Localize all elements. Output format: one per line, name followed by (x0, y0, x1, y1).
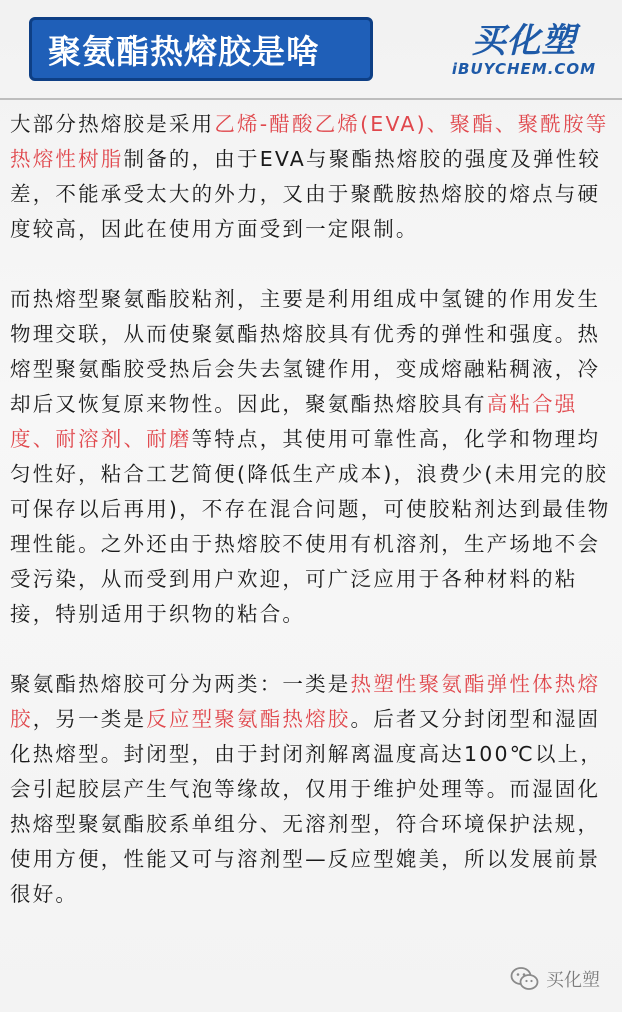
wechat-watermark (510, 966, 600, 992)
paragraph-2 (10, 282, 614, 632)
logo-english-text: iBUYCHEM.COM (451, 60, 597, 78)
article-body (10, 107, 614, 947)
header (0, 0, 622, 96)
highlight-segment: 高粘合强度、耐溶剂、耐磨 (10, 392, 578, 451)
logo-chinese-text: 买化塑 (471, 21, 577, 61)
text-segment: 。后者又分封闭型和湿固化热熔型。封闭型，由于封闭剂解离温度高达100℃以上，会引起胶层产生气泡等缘故，仅用于维护处理等。而湿固化热熔型聚氨酯胶系单组分、无溶剂型，符合环境保护法规，使用方便，性能又可与溶剂型—反应型媲美，所以发展前景很好。 (10, 707, 604, 906)
brand-logo (434, 22, 614, 78)
paragraph-1 (10, 107, 614, 247)
highlight-segment: 反应型聚氨酯热熔胶 (146, 707, 351, 731)
text-segment: 聚氨酯热熔胶可分为两类：一类是 (10, 672, 351, 696)
header-divider (0, 98, 622, 100)
wechat-icon (510, 966, 540, 992)
highlight-segment: 乙烯-醋酸乙烯(EVA)、聚酯、聚酰胺等热熔性树脂 (10, 112, 609, 171)
paragraph-3 (10, 667, 614, 912)
text-segment: 制备的，由于EVA与聚酯热熔胶的强度及弹性较差，不能承受太大的外力，又由于聚酰胺热熔胶的熔点与硬度较高，因此在使用方面受到一定限制。 (10, 147, 602, 241)
text-segment: ，另一类是 (32, 707, 147, 731)
highlight-segment: 热塑性聚氨酯弹性体热熔胶 (10, 672, 601, 731)
watermark-label: 买化塑 (546, 970, 600, 991)
title-banner (29, 17, 373, 81)
text-segment: 等特点，其使用可靠性高，化学和物理均匀性好，粘合工艺简便(降低生产成本)，浪费少(未用完的胶可保存以后再用)，不存在混合问题，可使胶粘剂达到最佳物理性能。之外还由于热熔胶不使用有机溶剂，生产场地不会受污染，从而受到用户欢迎，可广泛应用于各种材料的粘接，特别适用于织物的粘合。 (10, 427, 611, 626)
text-segment: 大部分热熔胶是采用 (10, 112, 215, 136)
page-title: 聚氨酯热熔胶是啥 (48, 31, 320, 71)
text-segment: 而热熔型聚氨酯胶粘剂，主要是利用组成中氢键的作用发生物理交联，从而使聚氨酯热熔胶具有优秀的弹性和强度。热熔型聚氨酯胶受热后会失去氢键作用，变成熔融粘稠液，冷却后又恢复原来物性。因此，聚氨酯热熔胶具有 (10, 287, 601, 416)
